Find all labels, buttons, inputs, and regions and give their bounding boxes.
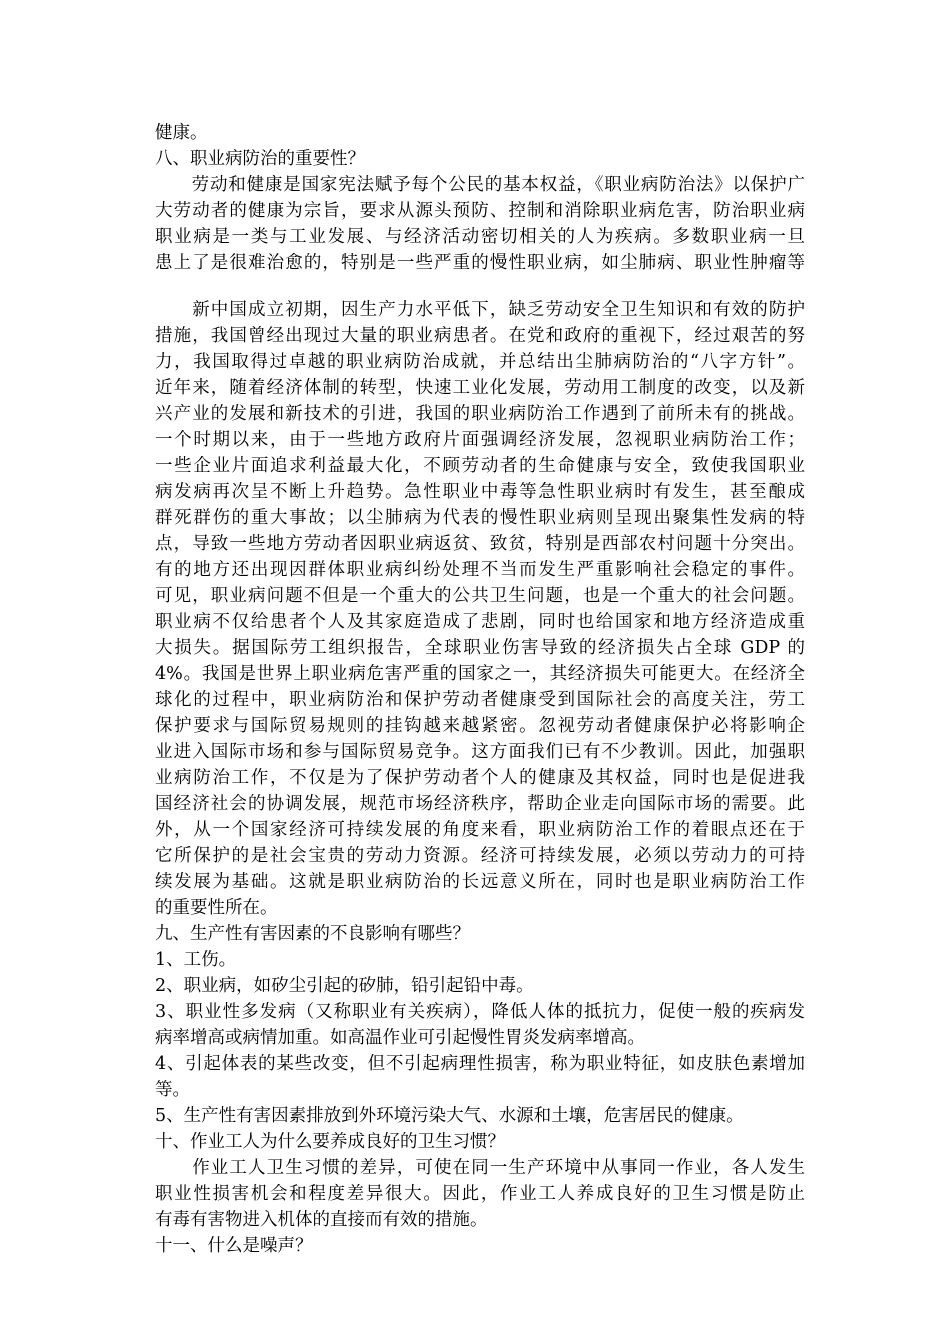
text-line: 近年来，随着经济体制的转型，快速工业化发展，劳动用工制度的改变，以及新 [155,378,805,398]
text-line: 职业病是一类与工业发展、与经济活动密切相关的人为疾病。多数职业病一旦 [155,227,805,247]
text-line: 职业病不仅给患者个人及其家庭造成了悲剧，同时也给国家和地方经济造成重 [155,612,805,632]
text-line: 的重要性所在。 [155,898,278,918]
text-line: 国经济社会的协调发展，规范市场经济秩序，帮助企业走向国际市场的需要。此 [155,794,805,814]
text-line: 病发病再次呈不断上升趋势。急性职业中毒等急性职业病时有发生，甚至酿成 [155,482,805,502]
text-line: 一个时期以来，由于一些地方政府片面强调经济发展，忽视职业病防治工作； [155,430,805,450]
text-line: 劳动和健康是国家宪法赋予每个公民的基本权益，《职业病防治法》以保护广 [155,175,805,195]
text-line: 有的地方还出现因群体职业病纠纷处理不当而发生严重影响社会稳定的事件。 [155,560,805,580]
text-line: 业病防治工作，不仅是为了保护劳动者个人的健康及其权益，同时也是促进我 [155,768,805,788]
section-heading: 十、作业工人为什么要养成良好的卫生习惯？ [155,1132,505,1152]
text-line: 健康。 [155,123,208,143]
text-line: 它所保护的是社会宝贵的劳动力资源。经济可持续发展，必须以劳动力的可持 [155,846,805,866]
text-line: 点，导致一些地方劳动者因职业病返贫、致贫，特别是西部农村问题十分突出。 [155,534,805,554]
text-line: 患上了是很难治愈的，特别是一些严重的慢性职业病，如尘肺病、职业性肿瘤等 [155,253,805,273]
list-item-continued: 病率增高或病情加重。如高温作业可引起慢性胃炎发病率增高。 [155,1028,645,1048]
text-line: 力，我国取得过卓越的职业病防治成就，并总结出尘肺病防治的“八字方针”。 [155,352,805,372]
section-heading: 八、职业病防治的重要性？ [155,149,365,169]
text-line: 群死群伤的重大事故；以尘肺病为代表的慢性职业病则呈现出聚集性发病的特 [155,508,805,528]
text-line: 新中国成立初期，因生产力水平低下，缺乏劳动安全卫生知识和有效的防护 [155,300,805,320]
text-line: 兴产业的发展和新技术的引进，我国的职业病防治工作遇到了前所未有的挑战。 [155,404,805,424]
text-line: 外，从一个国家经济可持续发展的角度来看，职业病防治工作的着眼点还在于 [155,820,805,840]
list-item: 4、引起体表的某些改变，但不引起病理性损害，称为职业特征，如皮肤色素增加 [155,1054,805,1074]
list-item: 5、生产性有害因素排放到外环境污染大气、水源和土壤，危害居民的健康。 [155,1106,744,1126]
list-item: 2、职业病，如矽尘引起的矽肺，铅引起铅中毒。 [155,976,534,996]
text-line: 业进入国际市场和参与国际贸易竞争。这方面我们已有不少教训。因此，加强职 [155,742,805,762]
section-heading: 十一、什么是噪声？ [155,1236,313,1256]
list-item: 3、职业性多发病（又称职业有关疾病），降低人体的抵抗力，促使一般的疾病发 [155,1002,805,1022]
text-line: 一些企业片面追求利益最大化，不顾劳动者的生命健康与安全，致使我国职业 [155,456,805,476]
text-line: 大损失。据国际劳工组织报告，全球职业伤害导致的经济损失占全球 GDP 的 [155,638,805,658]
text-line: 大劳动者的健康为宗旨，要求从源头预防、控制和消除职业病危害，防治职业病 [155,201,805,221]
list-item: 1、工伤。 [155,950,237,970]
text-line: 续发展为基础。这就是职业病防治的长远意义所在，同时也是职业病防治工作 [155,872,805,892]
section-heading: 九、生产性有害因素的不良影响有哪些？ [155,924,470,944]
text-line: 保护要求与国际贸易规则的挂钩越来越紧密。忽视劳动者健康保护必将影响企 [155,716,805,736]
text-line: 职业性损害机会和程度差异很大。因此，作业工人养成良好的卫生习惯是防止 [155,1184,805,1204]
text-line: 作业工人卫生习惯的差异，可使在同一生产环境中从事同一作业，各人发生 [155,1158,805,1178]
text-line: 可见，职业病问题不但是一个重大的公共卫生问题，也是一个重大的社会问题。 [155,586,805,606]
text-line: 球化的过程中，职业病防治和保护劳动者健康受到国际社会的高度关注，劳工 [155,690,805,710]
text-line: 有毒有害物进入机体的直接而有效的措施。 [155,1210,488,1230]
text-line: 措施，我国曾经出现过大量的职业病患者。在党和政府的重视下，经过艰苦的努 [155,326,805,346]
list-item-continued: 等。 [155,1080,190,1100]
text-line: 4%。我国是世界上职业病危害严重的国家之一，其经济损失可能更大。在经济全 [155,664,805,684]
